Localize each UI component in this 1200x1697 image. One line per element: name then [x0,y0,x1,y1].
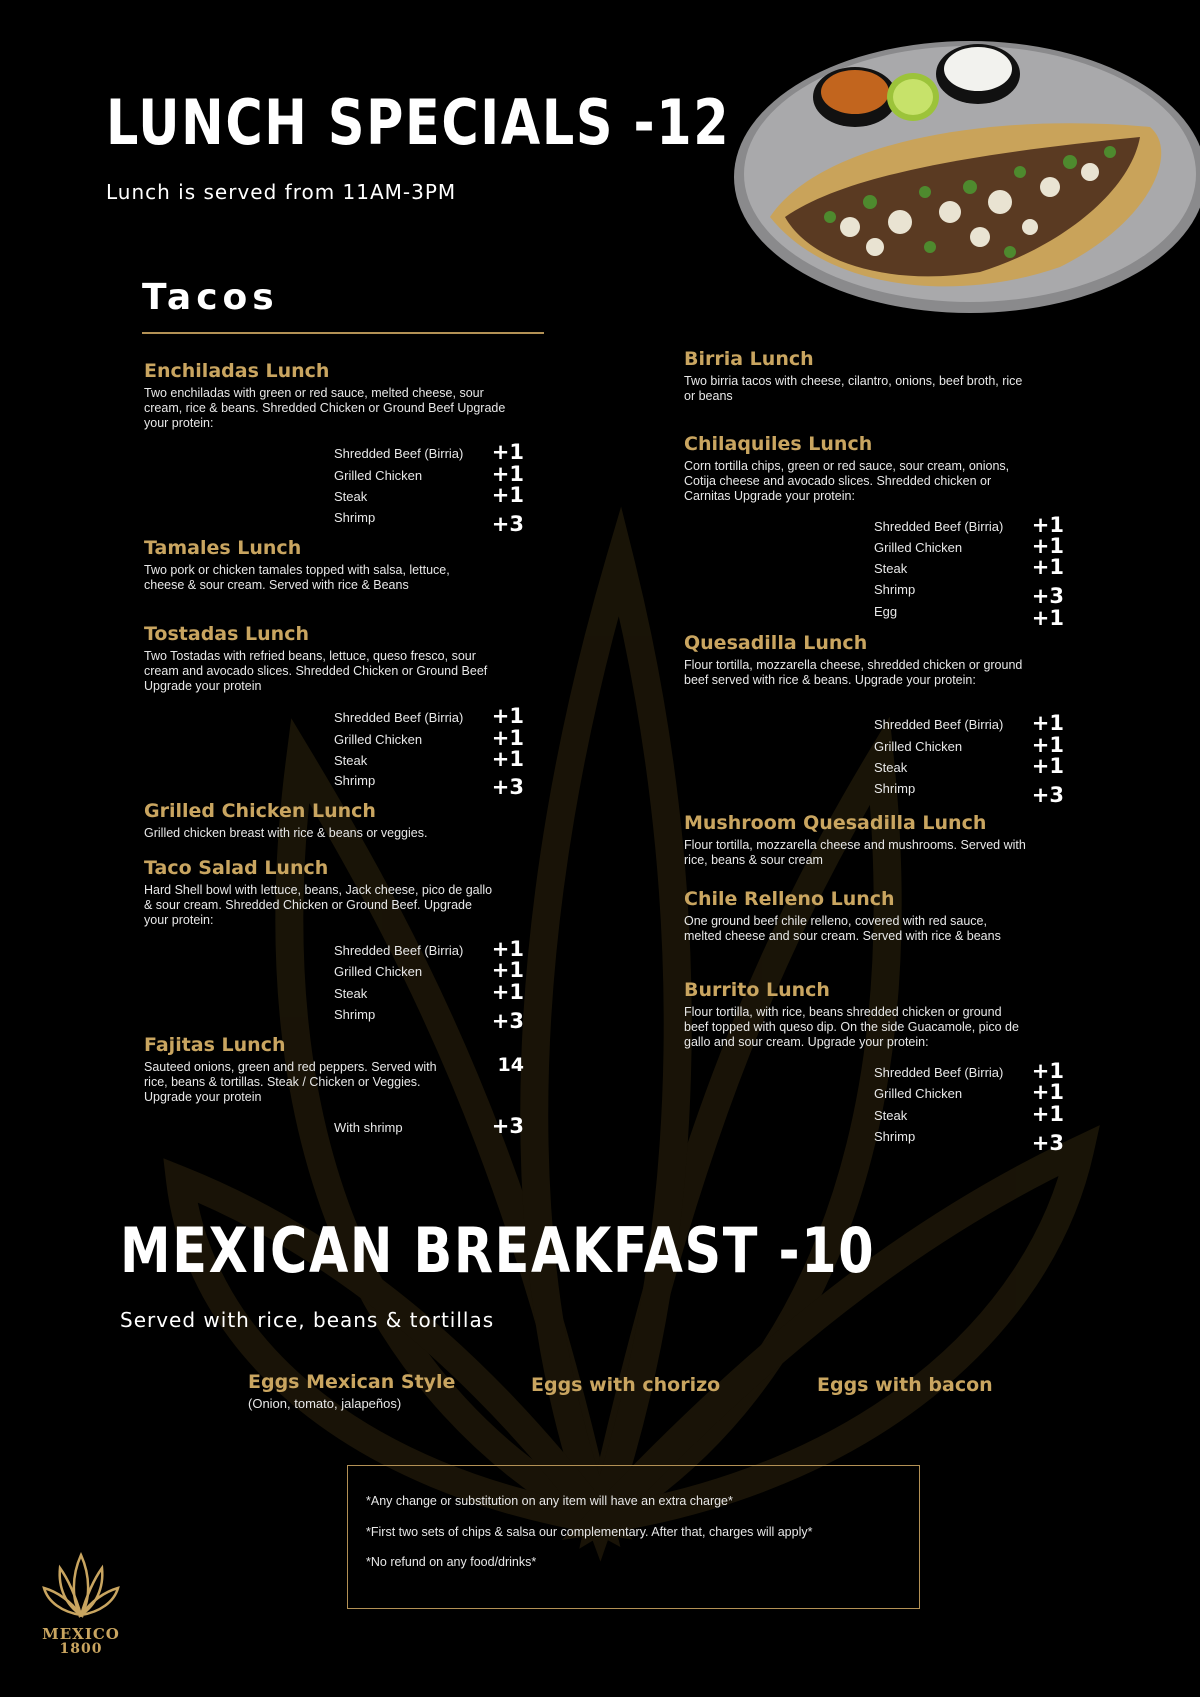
option-price: +1 [491,726,524,750]
option-row [874,555,1064,580]
policy-note: *Any change or substitution on any item will have an extra charge* [366,1494,733,1508]
menu-item-grilled-chicken [144,800,544,841]
item-name: Taco Salad Lunch [144,857,329,879]
item-description: Two Tostadas with refried beans, lettuce, queso fresco, sour cream and avocado slices. Shredded Chicken or Ground Beef Upgrade your protein [144,649,488,693]
option-price: +1 [1031,1102,1064,1126]
item-name: Tostadas Lunch [144,623,309,645]
option-price: +3 [1031,783,1064,807]
option-label: Shrimp [874,1129,916,1144]
option-row [334,980,524,1005]
menu-item-fajitas [144,1034,454,1105]
option-row [334,747,524,772]
breakfast-item-eggs-chorizo [531,1374,720,1396]
menu-item-tamales [144,537,464,593]
item-description: Two enchiladas with green or red sauce, melted cheese, sour cream, rice & beans. Shredded Chicken or Ground Beef Upgrade your protein: [144,386,506,430]
item-description: Grilled chicken breast with rice & beans or veggies. [144,826,428,840]
option-label: Grilled Chicken [334,468,423,483]
option-price: +1 [491,958,524,982]
option-price: +1 [1031,754,1064,778]
item-name: Grilled Chicken Lunch [144,800,376,822]
item-description: Two birria tacos with cheese, cilantro, onions, beef broth, rice or beans [684,374,1023,403]
menu-item-tostadas [144,623,514,694]
menu-item-chile-relleno [684,888,1024,944]
option-price: +3 [491,1114,524,1138]
option-price: +1 [1031,555,1064,579]
option-price: +1 [491,462,524,486]
option-label: Steak [874,561,908,576]
breakfast-title: MEXICAN BREAKFAST -10 [120,1214,876,1287]
option-row [334,483,524,508]
option-label: Grilled Chicken [334,732,423,747]
option-label: Egg [874,604,898,619]
policy-note: *First two sets of chips & salsa our complementary. After that, charges will apply* [366,1525,813,1539]
breakfast-item-eggs-mexican [248,1371,455,1411]
option-price: +1 [491,980,524,1004]
policy-notes-box [347,1465,920,1609]
item-description: Two pork or chicken tamales topped with salsa, lettuce, cheese & sour cream. Served with rice & Beans [144,563,450,592]
item-description: Hard Shell bowl with lettuce, beans, Jack cheese, pico de gallo & sour cream. Shredded Chicken or Ground Beef. Upgrade your protein: [144,883,493,927]
lunch-hours-subtitle: Lunch is served from 11AM-3PM [106,180,457,204]
option-price: +1 [491,747,524,771]
option-price: +1 [1031,606,1064,630]
option-price: +1 [491,483,524,507]
option-label: Shredded Beef (Birria) [334,446,464,461]
item-name: Fajitas Lunch [144,1034,286,1056]
option-label: Shrimp [334,773,376,788]
option-label: Shrimp [874,582,916,597]
option-price: +3 [491,512,524,536]
mexico-1800-logo [36,1550,126,1670]
policy-note: *No refund on any food/drinks* [366,1555,537,1569]
item-description: Flour tortilla, mozzarella cheese, shredded chicken or ground beef served with rice & beans. Upgrade your protein: [684,658,1023,687]
menu-item-mushroom-quesadilla [684,812,1034,868]
option-label: Steak [874,760,908,775]
item-description: Flour tortilla, mozzarella cheese and mushrooms. Served with rice, beans & sour cream [684,838,1026,867]
agave-logo-icon [36,1550,126,1620]
option-price: +1 [491,937,524,961]
logo-line-1: MEXICO [42,1625,120,1643]
item-name: Quesadilla Lunch [684,632,868,654]
item-name: Chilaquiles Lunch [684,433,873,455]
item-description: Sauteed onions, green and red peppers. Served with rice, beans & tortillas. Steak / Chicken or Veggies. Upgrade your protein [144,1060,437,1104]
option-price: +3 [491,1009,524,1033]
option-row [334,508,524,536]
option-row [334,1114,524,1139]
item-name: Burrito Lunch [684,979,830,1001]
item-name: Mushroom Quesadilla Lunch [684,812,987,834]
option-price: +1 [491,440,524,464]
item-description: Corn tortilla chips, green or red sauce, sour cream, onions, Cotija cheese and avocado slices. Shredded chicken or Carnitas Upgrade your protein: [684,459,1010,503]
option-label: Grilled Chicken [874,1086,963,1101]
lunch-specials-title: LUNCH SPECIALS -12 [106,86,731,159]
option-row [874,580,1064,608]
menu-item-taco-salad [144,857,494,928]
option-label: Shrimp [334,510,376,525]
tacos-section-title: Tacos [142,277,279,318]
option-price: +1 [1031,1059,1064,1083]
menu-item-burrito [684,979,1024,1050]
option-label: Shredded Beef (Birria) [334,943,464,958]
breakfast-item-name: Eggs Mexican Style [248,1371,456,1393]
menu-item-quesadilla [684,632,1034,688]
option-row [334,1005,524,1033]
breakfast-item-description: (Onion, tomato, jalapeños) [248,1396,402,1411]
option-label: Steak [334,489,368,504]
breakfast-subtitle: Served with rice, beans & tortillas [120,1308,495,1332]
option-price: +3 [1031,584,1064,608]
option-price: +1 [491,704,524,728]
option-row [874,602,1064,630]
option-row [874,754,1064,779]
option-label: Shredded Beef (Birria) [874,1065,1004,1080]
option-label: With shrimp [334,1120,403,1135]
option-price: +1 [1031,733,1064,757]
menu-item-chilaquiles [684,433,1034,504]
fajitas-price: 14 [497,1054,524,1076]
item-name: Chile Relleno Lunch [684,888,895,910]
item-description: Flour tortilla, with rice, beans shredded chicken or ground beef topped with queso dip. On the side Guacamole, pico de gallo and sour cream. Upgrade your protein: [684,1005,1019,1049]
option-label: Steak [334,986,368,1001]
option-price: +1 [1031,711,1064,735]
option-price: +1 [1031,1080,1064,1104]
item-description: One ground beef chile relleno, covered with red sauce, melted cheese and sour cream. Served with rice & beans [684,914,1001,943]
tacos-section-rule [142,332,544,334]
menu-item-birria [684,348,1034,404]
option-label: Steak [334,753,368,768]
item-name: Birria Lunch [684,348,814,370]
logo-line-2: 1800 [59,1641,103,1657]
option-label: Shrimp [874,781,916,796]
option-price: +3 [1031,1131,1064,1155]
quesadilla-plate-photo [730,22,1200,322]
option-label: Shredded Beef (Birria) [874,717,1004,732]
option-row [874,1127,1064,1155]
menu-item-enchiladas [144,360,524,431]
option-label: Grilled Chicken [874,540,963,555]
breakfast-item-name: Eggs with chorizo [531,1374,721,1396]
option-row [874,1102,1064,1127]
option-label: Grilled Chicken [874,739,963,754]
option-row [874,779,1064,807]
option-price: +1 [1031,534,1064,558]
option-price: +3 [491,775,524,799]
breakfast-item-eggs-bacon [817,1374,993,1396]
option-label: Steak [874,1108,908,1123]
option-label: Shrimp [334,1007,376,1022]
option-price: +1 [1031,513,1064,537]
option-label: Shredded Beef (Birria) [334,710,464,725]
option-row [334,771,524,799]
item-name: Tamales Lunch [144,537,302,559]
option-label: Shredded Beef (Birria) [874,519,1004,534]
breakfast-item-name: Eggs with bacon [817,1374,993,1396]
item-name: Enchiladas Lunch [144,360,330,382]
option-label: Grilled Chicken [334,964,423,979]
